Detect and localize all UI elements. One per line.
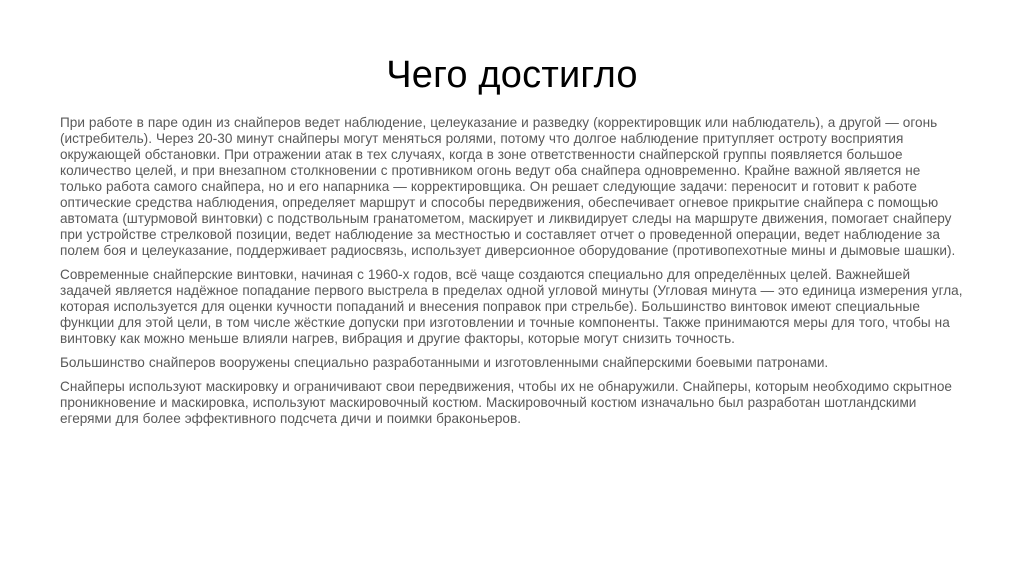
slide-body	[60, 115, 965, 435]
slide-title: Чего достигло	[386, 54, 638, 96]
paragraph-4: Снайперы используют маскировку и ограничивают свои передвижения, чтобы их не обнаружили. Снайперы, которым необходимо скрытное проникновение и маскировка, используют маскировочный костюм. Маскировочный костюм изначально был разработан шотландскими егерями для более эффективного подсчета дичи и поимки браконьеров.	[60, 379, 952, 426]
paragraph-2: Современные снайперские винтовки, начиная с 1960-х годов, всё чаще создаются специально для определённых целей. Важнейшей задачей является надёжное попадание первого выстрела в пределах одной угловой минуты (Угловая минута — это единица измерения угла, которая используется для оценки кучности попаданий и внесения поправок при стрельбе). Большинство винтовок имеют специальные функции для этой цели, в том числе жёсткие допуски при изготовлении и точные компоненты. Также принимаются меры для того, чтобы на винтовку как можно меньше влияли нагрев, вибрация и другие факторы, которые могут снизить точность.	[60, 267, 963, 346]
paragraph-1: При работе в паре один из снайперов ведет наблюдение, целеуказание и разведку (корректировщик или наблюдатель), а другой — огонь (истребитель). Через 20-30 минут снайперы могут меняться ролями, потому что долгое наблюдение притупляет остроту восприятия окружающей обстановки. При отражении атак в тех случаях, когда в зоне ответственности снайперской группы появляется большое количество целей, и при внезапном столкновении с противником огонь ведут оба снайпера одновременно. Крайне важной является не только работа самого снайпера, но и его напарника — корректировщика. Он решает следующие задачи: переносит и готовит к работе оптические средства наблюдения, определяет маршрут и способы передвижения, обеспечивает огневое прикрытие снайпера с помощью автомата (штурмовой винтовки) с подствольным гранатометом, маскирует и ликвидирует следы на маршруте движения, помогает снайперу при устройстве стрелковой позиции, ведет наблюдение за местностью и составляет отчет о проведенной операции, ведет наблюдение за полем боя и целеуказание, поддерживает радиосвязь, использует диверсионное оборудование (противопехотные мины и дымовые шашки).	[60, 115, 956, 258]
paragraph-3: Большинство снайперов вооружены специально разработанными и изготовленными снайперскими боевыми патронами.	[60, 355, 829, 370]
